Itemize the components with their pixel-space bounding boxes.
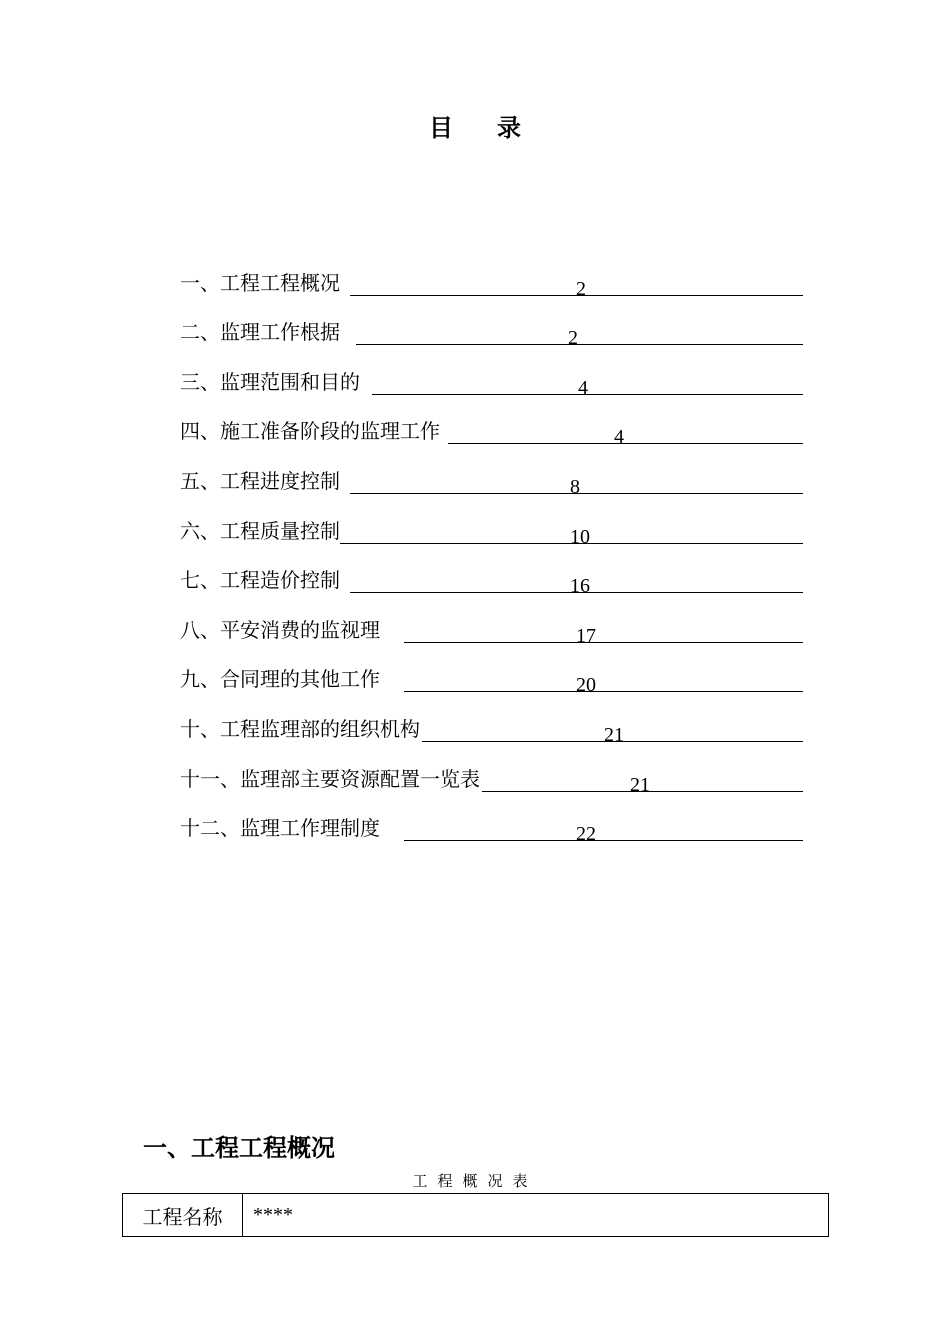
toc-leader xyxy=(404,665,803,697)
toc-leader xyxy=(372,368,803,399)
toc-item[interactable] xyxy=(180,744,803,794)
toc-item-label: 七、工程造价控制 xyxy=(180,568,340,593)
toc-item-page: 10 xyxy=(570,525,590,548)
toc-item-page: 2 xyxy=(568,327,578,350)
toc-item-label: 八、平安消费的监视理 xyxy=(180,617,380,642)
toc-item[interactable] xyxy=(180,298,803,348)
toc-item-label: 一、工程工程概况 xyxy=(180,270,340,295)
toc-leader xyxy=(422,715,803,746)
toc-item-label: 九、合同理的其他工作 xyxy=(180,667,380,692)
section-heading: 一、工程工程概况 xyxy=(143,1134,335,1162)
toc-item-page: 17 xyxy=(576,624,596,647)
toc-leader xyxy=(482,765,803,796)
toc-item-label: 四、施工准备阶段的监理工作 xyxy=(180,419,440,444)
toc-item-page: 4 xyxy=(614,426,624,449)
toc-item-page: 8 xyxy=(570,475,580,498)
toc-item-page: 20 xyxy=(576,674,596,697)
toc-item-label: 十一、监理部主要资源配置一览表 xyxy=(180,766,480,791)
toc-item-page: 2 xyxy=(576,277,586,300)
toc-leader xyxy=(350,467,803,498)
toc-item-page: 21 xyxy=(630,773,650,796)
toc-title-left: 目 xyxy=(429,113,453,142)
toc-leader xyxy=(350,269,803,300)
toc-item[interactable] xyxy=(180,397,803,447)
toc-item[interactable] xyxy=(180,496,803,546)
toc-item[interactable] xyxy=(180,595,803,645)
toc-item-page: 16 xyxy=(570,575,590,598)
toc-item-label: 二、监理工作根据 xyxy=(180,320,340,345)
toc-leader xyxy=(340,517,803,548)
toc-item[interactable] xyxy=(180,446,803,496)
toc-item-page: 22 xyxy=(576,823,596,846)
toc-item-label: 十、工程监理部的组织机构 xyxy=(180,716,420,741)
toc-item[interactable] xyxy=(180,794,803,844)
toc-list xyxy=(180,248,803,846)
toc-item[interactable] xyxy=(180,347,803,397)
toc-leader xyxy=(404,616,803,647)
toc-item-page: 21 xyxy=(604,723,624,746)
toc-item-label: 五、工程进度控制 xyxy=(180,468,340,493)
table-cell-value: **** xyxy=(253,1203,293,1226)
toc-item-label: 六、工程质量控制 xyxy=(180,518,340,543)
toc-leader xyxy=(350,566,803,598)
toc-title-right: 录 xyxy=(497,113,521,142)
project-info-table xyxy=(122,1193,829,1237)
toc-item-label: 十二、监理工作理制度 xyxy=(180,816,380,841)
toc-item-label: 三、监理范围和目的 xyxy=(180,369,360,394)
toc-title xyxy=(0,108,950,143)
toc-leader xyxy=(356,318,803,350)
toc-leader xyxy=(448,417,803,449)
toc-item[interactable] xyxy=(180,248,803,298)
toc-item-page: 4 xyxy=(578,376,588,399)
table-caption: 工程概况表 xyxy=(412,1172,538,1190)
table-cell-label: 工程名称 xyxy=(123,1194,243,1236)
toc-item[interactable] xyxy=(180,546,803,596)
toc-item[interactable] xyxy=(180,694,803,744)
toc-leader xyxy=(404,814,803,846)
toc-item[interactable] xyxy=(180,645,803,695)
